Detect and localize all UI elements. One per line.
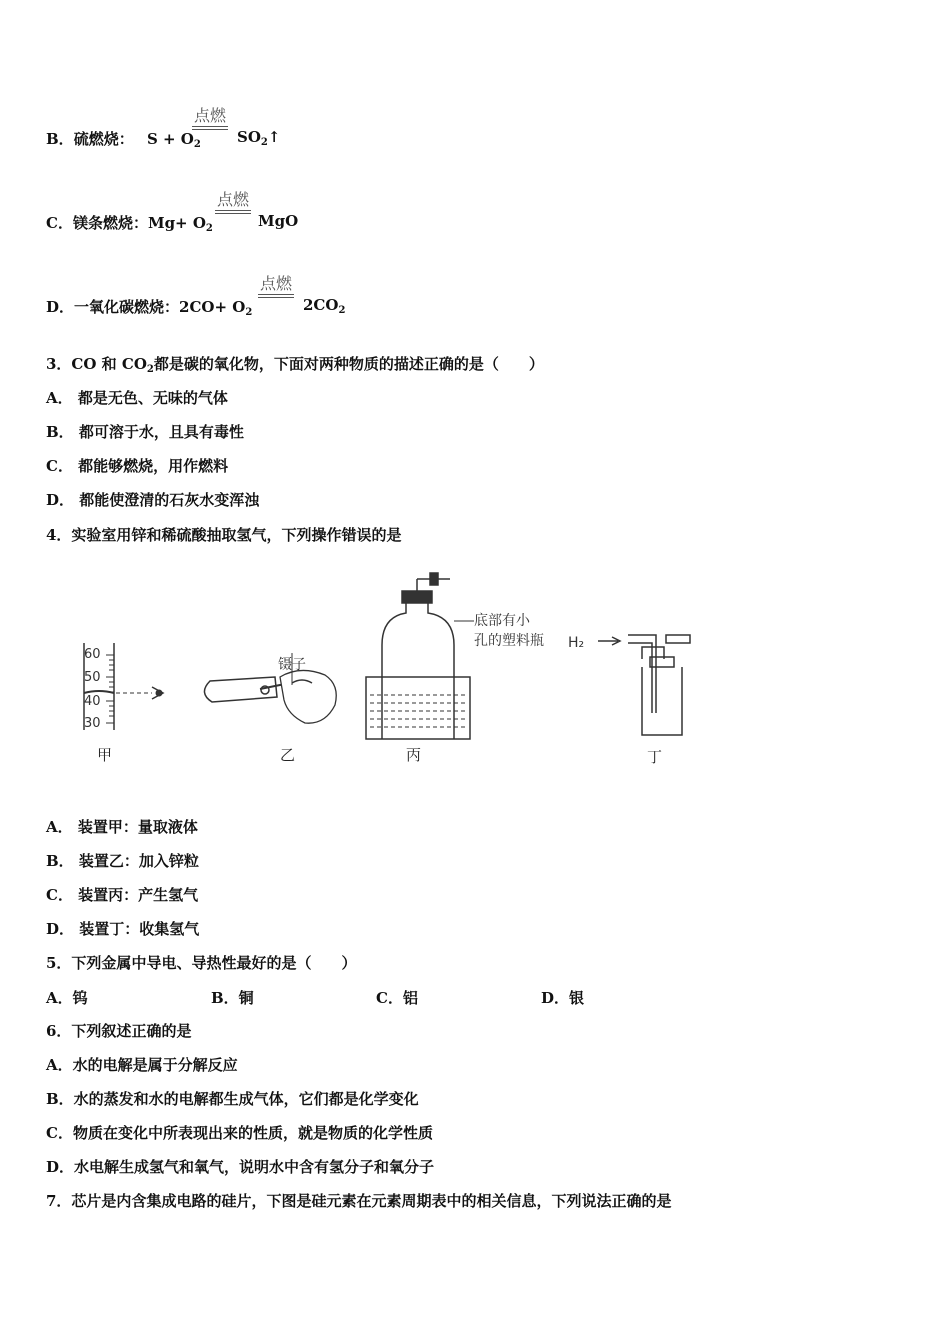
q5-option-a: A．钨 <box>46 989 88 1007</box>
reaction-condition: 点燃 <box>217 187 249 210</box>
equation-right: 2CO <box>303 296 339 314</box>
cylinder-tick-label: 50 <box>84 670 101 685</box>
q3-stem-part: 3．CO 和 CO <box>46 355 147 373</box>
q3-option-a: A． 都是无色、无味的气体 <box>46 389 228 407</box>
cylinder-tick-label: 40 <box>84 694 101 709</box>
caption-jia: 甲 <box>97 746 113 764</box>
q5-stem: 5．下列金属中导电、导热性最好的是（ ） <box>46 954 357 972</box>
tweezers-label: 镊子 <box>278 657 306 673</box>
reaction-condition: 点燃 <box>194 103 226 126</box>
bottle-note: 底部有小 <box>474 613 530 629</box>
q4-option-a: A． 装置甲：量取液体 <box>46 818 198 836</box>
q3-option-d: D． 都能使澄清的石灰水变浑浊 <box>46 491 260 509</box>
option-name: 硫燃烧： <box>73 130 134 148</box>
q3-stem <box>46 354 544 380</box>
equation-right: MgO <box>258 212 299 230</box>
option-label: C． <box>46 214 73 232</box>
cylinder-tick-label: 60 <box>84 647 101 662</box>
subscript: 2 <box>193 139 201 150</box>
q3-option-b: B． 都可溶于水，且具有毒性 <box>46 423 244 441</box>
equation-right: SO <box>237 128 261 146</box>
q4-option-b: B． 装置乙：加入锌粒 <box>46 852 199 870</box>
q5-option-c: C．铝 <box>376 989 418 1007</box>
q6-option-a: A．水的电解是属于分解反应 <box>46 1056 238 1074</box>
gas-label: H₂ <box>568 635 585 651</box>
gas-arrow: ↑ <box>267 128 281 146</box>
q3-option-c: C． 都能够燃烧，用作燃料 <box>46 457 229 475</box>
q4-option-d: D． 装置丁：收集氢气 <box>46 920 200 938</box>
subscript: 2 <box>338 305 346 316</box>
subscript: 2 <box>245 307 253 318</box>
gas-generator <box>366 573 474 739</box>
equation-left: 2CO+ O <box>179 298 246 316</box>
q5-option-b: B．铜 <box>211 989 254 1007</box>
equation-left: Mg+ O <box>147 214 206 232</box>
option-label: D． <box>46 298 75 316</box>
caption-ding: 丁 <box>647 748 663 766</box>
q3-stem-part: 都是碳的氧化物，下面对两种物质的描述正确的是（ ） <box>153 355 544 373</box>
caption-yi: 乙 <box>280 746 296 764</box>
bottle-note: 孔的塑料瓶 <box>474 633 544 649</box>
test-tube-tweezers <box>204 653 336 723</box>
equation-left: S + O <box>146 130 194 148</box>
q4-option-c: C． 装置丙：产生氢气 <box>46 886 199 904</box>
subscript: 2 <box>260 137 268 148</box>
option-label: B． <box>46 130 74 148</box>
q6-option-c: C．物质在变化中所表现出来的性质，就是物质的化学性质 <box>46 1124 433 1142</box>
q6-option-d: D．水电解生成氢气和氧气，说明水中含有氢分子和氧分子 <box>46 1158 435 1176</box>
option-name: 镁条燃烧： <box>72 214 148 232</box>
caption-bing: 丙 <box>406 746 422 764</box>
option-name: 一氧化碳燃烧： <box>74 298 180 316</box>
q5-option-d: D．银 <box>541 989 585 1007</box>
q4-apparatus-figure <box>70 565 710 775</box>
cylinder-tick-label: 30 <box>84 716 101 731</box>
subscript: 2 <box>205 223 213 234</box>
subscript: 2 <box>146 364 154 375</box>
gas-collection-bottle <box>598 635 690 735</box>
q6-stem: 6．下列叙述正确的是 <box>46 1022 192 1040</box>
q7-stem: 7．芯片是内含集成电路的硅片，下图是硅元素在元素周期表中的相关信息，下列说法正确的是 <box>46 1192 672 1210</box>
reaction-condition: 点燃 <box>260 271 292 294</box>
q6-option-b: B．水的蒸发和水的电解都生成气体，它们都是化学变化 <box>46 1090 419 1108</box>
q4-stem: 4．实验室用锌和稀硫酸抽取氢气，下列操作错误的是 <box>46 526 402 544</box>
